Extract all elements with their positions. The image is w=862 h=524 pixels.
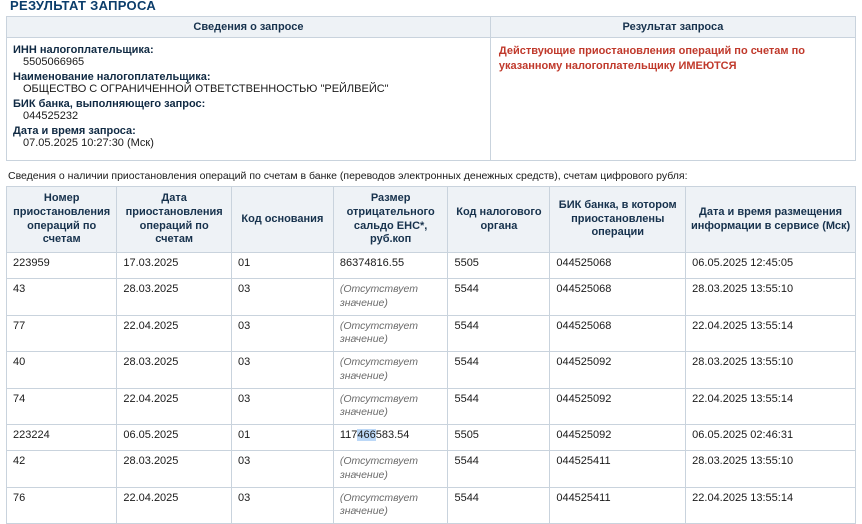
table-row (7, 253, 856, 279)
cell-posted-datetime: 28.03.2025 13:55:10 (686, 279, 856, 316)
cell-tax-authority-code: 5544 (448, 315, 550, 352)
cell-tax-authority-code: 5505 (448, 253, 550, 279)
summary-header-request: Сведения о запросе (7, 17, 491, 38)
cell-negative-balance (333, 352, 448, 389)
suspensions-table (6, 186, 856, 524)
cell-bank-bic: 044525092 (550, 352, 686, 389)
cell-reason-code: 03 (231, 451, 333, 488)
empty-value: (Отсутствует значение) (339, 319, 418, 346)
cell-posted-datetime: 22.04.2025 13:55:14 (686, 315, 856, 352)
result-cell (490, 38, 855, 161)
cell-posted-datetime: 28.03.2025 13:55:10 (686, 451, 856, 488)
table-row (7, 487, 856, 524)
request-datetime-label: Дата и время запроса: (13, 125, 136, 137)
cell-reason-code: 01 (231, 425, 333, 451)
cell-posted-datetime: 06.05.2025 12:45:05 (686, 253, 856, 279)
empty-value: (Отсутствует значение) (339, 392, 418, 419)
cell-date: 28.03.2025 (117, 279, 232, 316)
empty-value: (Отсутствует значение) (339, 283, 418, 309)
cell-tax-authority-code: 5544 (448, 388, 550, 425)
col-header-bank-bic: БИК банка, в котором приостановлены операции (550, 187, 686, 253)
table-row (7, 425, 856, 451)
cell-number: 43 (7, 279, 117, 316)
cell-posted-datetime: 06.05.2025 02:46:31 (686, 425, 856, 451)
cell-negative-balance (333, 279, 448, 316)
cell-bank-bic: 044525068 (550, 279, 686, 316)
cell-negative-balance (333, 487, 448, 524)
page-title: РЕЗУЛЬТАТ ЗАПРОСА (10, 0, 157, 12)
cell-date: 28.03.2025 (117, 451, 232, 488)
cell-posted-datetime: 22.04.2025 13:55:14 (686, 487, 856, 524)
empty-value: (Отсутствует значение) (339, 455, 418, 481)
requesting-bank-bic-label: БИК банка, выполняющего запрос: (13, 98, 206, 110)
empty-value: (Отсутствует значение) (339, 491, 418, 518)
cell-number: 76 (7, 487, 117, 524)
cell-negative-balance: 86374816.55 (333, 253, 448, 279)
taxpayer-name-value: ОБЩЕСТВО С ОГРАНИЧЕННОЙ ОТВЕТСТВЕННОСТЬЮ "РЕЙЛВЕЙС" (23, 83, 389, 95)
inn-value: 5505066965 (23, 56, 85, 68)
cell-number: 223224 (7, 425, 117, 451)
cell-number: 77 (7, 315, 117, 352)
request-details-cell (7, 38, 491, 161)
cell-bank-bic: 044525092 (550, 388, 686, 425)
cell-negative-balance (333, 315, 448, 352)
cell-number: 74 (7, 388, 117, 425)
cell-negative-balance (333, 451, 448, 488)
summary-header-result: Результат запроса (490, 17, 855, 38)
cell-posted-datetime: 28.03.2025 13:55:10 (686, 352, 856, 389)
details-body (7, 253, 856, 524)
cell-reason-code: 03 (231, 487, 333, 524)
table-row (7, 388, 856, 425)
cell-bank-bic: 044525068 (550, 315, 686, 352)
empty-value: (Отсутствует значение) (339, 356, 418, 382)
cell-bank-bic: 044525092 (550, 425, 686, 451)
cell-tax-authority-code: 5544 (448, 279, 550, 316)
cell-date: 22.04.2025 (117, 388, 232, 425)
col-header-number: Номер приостановления операций по счетам (7, 187, 117, 253)
cell-negative-balance (333, 388, 448, 425)
requesting-bank-bic-value: 044525232 (23, 110, 79, 122)
cell-reason-code: 03 (231, 352, 333, 389)
cell-tax-authority-code: 5544 (448, 451, 550, 488)
cell-bank-bic: 044525411 (550, 487, 686, 524)
col-header-date: Дата приостановления операций по счетам (117, 187, 232, 253)
request-datetime-value: 07.05.2025 10:27:30 (Мск) (23, 137, 154, 149)
cell-date: 28.03.2025 (117, 352, 232, 389)
col-header-posted-datetime: Дата и время размещения информации в сервисе (Мск) (686, 187, 856, 253)
cell-negative-balance[interactable] (333, 425, 448, 451)
cell-bank-bic: 044525068 (550, 253, 686, 279)
cell-number: 42 (7, 451, 117, 488)
col-header-tax-authority-code: Код налогового органа (448, 187, 550, 253)
table-row (7, 451, 856, 488)
amount-text: 117466583.54 (339, 429, 410, 441)
summary-header-row (7, 17, 856, 38)
cell-reason-code: 01 (231, 253, 333, 279)
cell-date: 22.04.2025 (117, 487, 232, 524)
col-header-negative-balance: Размер отрицательного сальдо ЕНС*, руб.коп (333, 187, 448, 253)
cell-date: 06.05.2025 (117, 425, 232, 451)
cell-posted-datetime: 22.04.2025 13:55:14 (686, 388, 856, 425)
request-summary-table (6, 16, 856, 161)
cell-reason-code: 03 (231, 315, 333, 352)
cell-number: 40 (7, 352, 117, 389)
cell-tax-authority-code: 5505 (448, 425, 550, 451)
cell-number: 223959 (7, 253, 117, 279)
cell-reason-code: 03 (231, 388, 333, 425)
summary-body-row (7, 38, 856, 161)
cell-date: 17.03.2025 (117, 253, 232, 279)
text-selection-highlight: 466 (357, 429, 376, 441)
cell-tax-authority-code: 5544 (448, 487, 550, 524)
table-row (7, 352, 856, 389)
result-message: Действующие приостановления операций по счетам по указанному налогоплательщику ИМЕЮТСЯ (498, 45, 805, 72)
details-header-row (7, 187, 856, 253)
cell-tax-authority-code: 5544 (448, 352, 550, 389)
cell-bank-bic: 044525411 (550, 451, 686, 488)
table-row (7, 315, 856, 352)
details-caption: Сведения о наличии приостановления операций по счетам в банке (переводов электронных денежных средств), счетам цифрового рубля: (8, 170, 688, 182)
table-row (7, 279, 856, 316)
col-header-reason-code: Код основания (231, 187, 333, 253)
cell-date: 22.04.2025 (117, 315, 232, 352)
cell-reason-code: 03 (231, 279, 333, 316)
inn-label: ИНН налогоплательщика: (13, 44, 154, 56)
taxpayer-name-label: Наименование налогоплательщика: (13, 71, 211, 83)
